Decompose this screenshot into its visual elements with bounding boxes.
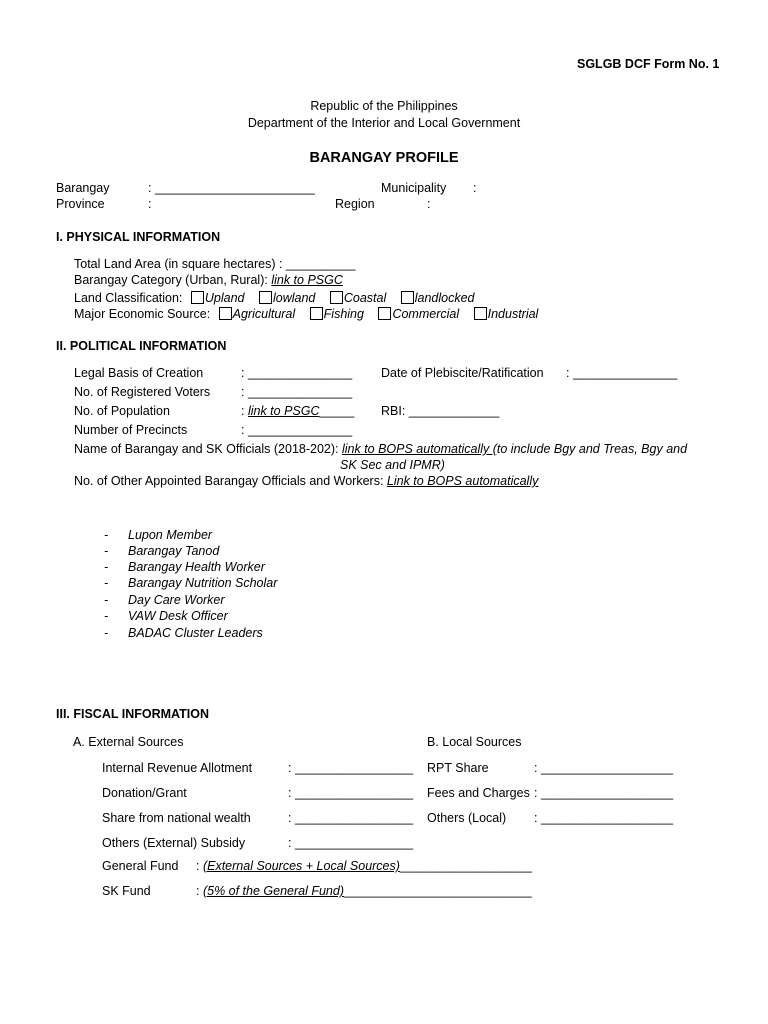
population-blank[interactable]: _____ [319,404,355,418]
industrial-option: Industrial [487,307,539,321]
sk-fund-formula: (5% of the General Fund) [202,884,344,898]
coastal-checkbox[interactable] [330,291,343,304]
commercial-checkbox[interactable] [378,307,391,320]
municipality-field[interactable]: : [473,181,477,195]
list-bullet: - [104,544,109,558]
population-label: No. of Population [74,404,170,418]
legal-basis-field[interactable]: : _______________ [241,366,353,380]
sk-fund-field[interactable] [196,885,532,898]
rpt-share-field[interactable]: : ___________________ [534,761,674,775]
bops-link[interactable]: link to BOPS automatically ( [341,442,497,456]
list-bullet: - [104,576,109,590]
ira-label: Internal Revenue Allotment [102,761,253,775]
registered-voters-label: No. of Registered Voters [74,385,211,399]
lowland-option: lowland [272,291,316,305]
registered-voters-field[interactable]: : _______________ [241,385,353,399]
economic-source-label: Major Economic Source: [74,307,214,321]
general-fund-colon: : [196,859,203,873]
list-bullet: - [104,609,109,623]
barangay-category-row [74,274,343,287]
fees-label: Fees and Charges [427,786,530,800]
commercial-option: Commercial [392,307,460,321]
barangay-field[interactable]: : _______________________ [148,181,315,195]
list-bullet: - [104,593,109,607]
others-local-field[interactable]: : ___________________ [534,811,674,825]
upland-option: Upland [204,291,245,305]
external-sources-heading: A. External Sources [73,735,184,749]
agricultural-option: Agricultural [232,307,296,321]
precincts-label: Number of Precincts [74,423,188,437]
general-fund-blank[interactable]: ___________________ [399,859,533,873]
agricultural-checkbox[interactable] [219,307,232,320]
list-item: - Barangay Health Worker [104,560,265,574]
list-item: - Day Care Worker [104,593,225,607]
land-classification-row [74,291,475,305]
economic-source-row [74,307,538,321]
list-item: - Lupon Member [104,528,213,542]
officials-note: to include Bgy and Treas, Bgy and [496,442,688,456]
list-bullet: - [104,528,109,542]
sk-fund-colon: : [196,884,203,898]
fishing-option: Fishing [323,307,364,321]
appointed-label: No. of Other Appointed Barangay Officials and Workers: [74,474,387,488]
coastal-option: Coastal [343,291,387,305]
barangay-label: Barangay [56,181,110,195]
general-fund-field[interactable] [196,860,532,873]
industrial-checkbox[interactable] [474,307,487,320]
donation-field[interactable]: : _________________ [288,786,414,800]
ira-field[interactable]: : _________________ [288,761,414,775]
plebiscite-field[interactable]: : _______________ [566,366,678,380]
rpt-share-label: RPT Share [427,761,489,775]
donation-label: Donation/Grant [102,786,187,800]
appointed-row [74,475,538,488]
rbi-field[interactable]: RBI: _____________ [381,404,500,418]
list-bullet: - [104,626,109,640]
officials-row [74,443,687,456]
political-heading: II. POLITICAL INFORMATION [56,339,227,353]
department-line: Department of the Interior and Local Government [247,116,521,130]
province-field[interactable]: : [148,197,152,211]
list-bullet: - [104,560,109,574]
fiscal-heading: III. FISCAL INFORMATION [56,707,210,721]
national-wealth-field[interactable]: : _________________ [288,811,414,825]
upland-checkbox[interactable] [191,291,204,304]
legal-basis-label: Legal Basis of Creation [74,366,204,380]
land-classification-label: Land Classification: [74,291,186,305]
appointed-bops-link[interactable]: Link to BOPS automatically [386,474,539,488]
list-item: - BADAC Cluster Leaders [104,626,263,640]
province-label: Province [56,197,105,211]
list-item: - VAW Desk Officer [104,609,228,623]
officials-label: Name of Barangay and SK Officials (2018-202): [74,442,342,456]
land-area-field[interactable]: Total Land Area (in square hectares) : __________ [74,257,356,271]
external-subsidy-field[interactable]: : _________________ [288,836,414,850]
plebiscite-label: Date of Plebiscite/Ratification [381,366,544,380]
sk-fund-label: SK Fund [102,884,151,898]
region-field[interactable]: : [427,197,431,211]
national-wealth-label: Share from national wealth [102,811,251,825]
landlocked-option: landlocked [414,291,475,305]
physical-heading: I. PHYSICAL INFORMATION [56,230,221,244]
general-fund-formula: (External Sources + Local Sources) [202,859,400,873]
external-subsidy-label: Others (External) Subsidy [102,836,246,850]
population-psgc-link[interactable]: link to PSGC [247,404,320,418]
lowland-checkbox[interactable] [259,291,272,304]
form-number: SGLGB DCF Form No. 1 [577,57,720,71]
officials-note-continued: SK Sec and IPMR) [340,458,445,472]
population-field [241,405,354,418]
list-item: - Barangay Nutrition Scholar [104,576,278,590]
republic-line: Republic of the Philippines [310,99,458,113]
others-local-label: Others (Local) [427,811,507,825]
precincts-field[interactable]: : _______________ [241,423,353,437]
barangay-category-label: Barangay Category (Urban, Rural): [74,273,272,287]
general-fund-label: General Fund [102,859,179,873]
list-item: - Barangay Tanod [104,544,220,558]
local-sources-heading: B. Local Sources [427,735,522,749]
landlocked-checkbox[interactable] [401,291,414,304]
sk-fund-blank[interactable]: ___________________________ [344,884,532,898]
fishing-checkbox[interactable] [310,307,323,320]
psgc-link[interactable]: link to PSGC [271,273,343,287]
municipality-label: Municipality [381,181,447,195]
population-colon: : [241,404,248,418]
fees-field[interactable]: : ___________________ [534,786,674,800]
page-title: BARANGAY PROFILE [309,150,459,166]
region-label: Region [335,197,375,211]
